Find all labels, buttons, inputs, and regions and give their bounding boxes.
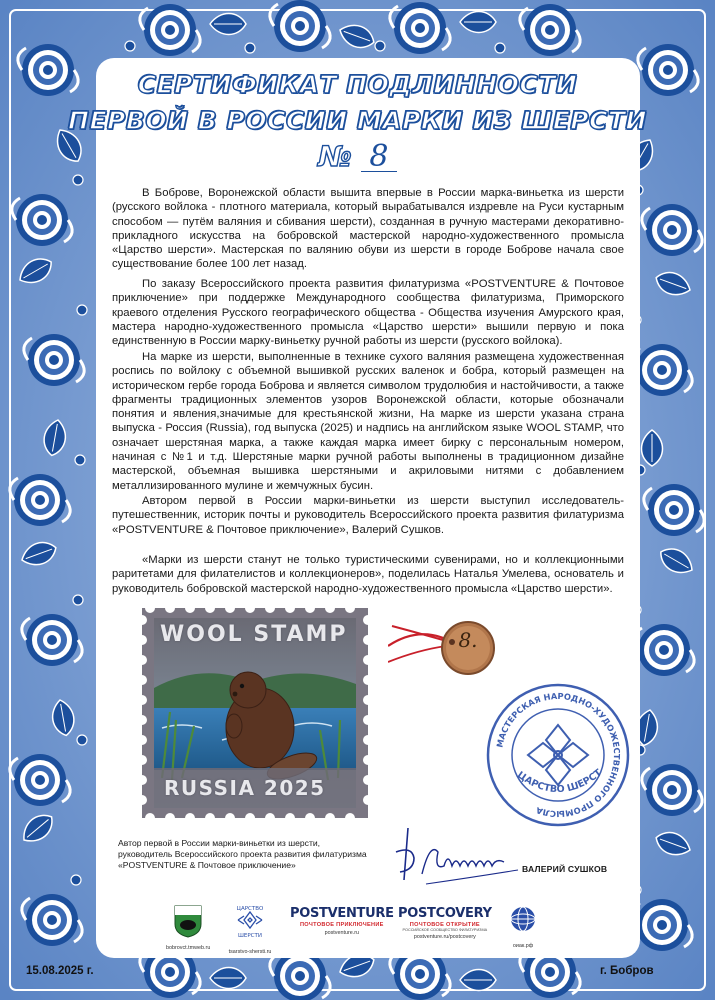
- wool-stamp-image: [142, 608, 368, 818]
- seal-center-text: ЦАРСТВО ШЕРСТ: [515, 767, 604, 796]
- logo-url: bobrovct.tmweb.ru: [166, 945, 211, 951]
- logo-url: postventure.ru/postcovery: [413, 934, 476, 940]
- paragraph-author: Автором первой в России марки-виньетки из шерсти выступил исследователь-путешественник, историк почты и руководитель Всероссийского проекта развития филатуризма «POSTVENTURE & Почтовое приключение», Валерий Сушков.: [112, 495, 624, 536]
- svg-text:ШЕРСТИ: ШЕРСТИ: [238, 933, 262, 939]
- postcovery-tagline: РОССИЙСКОЕ СООБЩЕСТВО ФИЛАТУРИЗМА: [402, 928, 488, 932]
- certificate-number-value: 8: [361, 143, 397, 172]
- certificate-title-line-1: СЕРТИФИКАТ ПОДЛИННОСТИ: [137, 70, 578, 99]
- certificate-title-line-2: ПЕРВОЙ В РОССИИ МАРКИ ИЗ ШЕРСТИ: [68, 106, 647, 135]
- handwritten-signature: [378, 822, 528, 892]
- logo-url: оиак.рф: [512, 943, 534, 949]
- paragraph-history: В Боброве, Воронежской области вышита впервые в России марка-виньетка из шерсти (русского войлока - плотного материала, который вырабатывался издревле на Руси кустарным способом — путём валяния и сбивания шерсти), созданная в ручную мастерами декоративно-прикладного искусства на бобровской мастерской народно-художественного промысла «Царство шерсти». Мастерская по валянию обуви из шерсти в городе Боброве начала свое существование более 100 лет назад.: [112, 187, 624, 271]
- coat-of-arms-icon: [173, 904, 203, 938]
- postventure-wordmark: POSTVENTURE: [290, 906, 394, 921]
- logo-url: tsarstvo-shersti.ru: [228, 949, 272, 955]
- author-caption-line-1: Автор первой в России марки-виньетки из шерсти,: [118, 838, 321, 848]
- postventure-subtitle: ПОЧТОВОЕ ПРИКЛЮЧЕНИЕ: [299, 922, 384, 928]
- paragraph-description: На марке из шерсти, выполненные в технике сухого валяния размещена художественная роспись по войлоку с объемной вышивкой русских валенок и бобра, который размещен на историческом гербе города Боброва и является символом трудолюбия и настойчивости, а также фрагменты традиционных элементов узоров Воронежской области, которые обозначали понятия и явления,значимые для крестьянской жизни, На марке из шерсти указана страна выпуска - Россия (Russia), год выпуска (2025) и надпись на английском языке WOOL STAMP, что означает шерстяная марка, а также каждая марка имеет бирку с персональным номером, начиная с №1 и т.д. Шерстяные марки ручной работы выполнены в традиционном дизайне мастерской, объемная вышивка шерстяными и акриловыми нитями с добавлением металлизированного мулине и жемчужных бусин.: [112, 351, 624, 492]
- issue-city: г. Бобров: [600, 965, 654, 977]
- number-sign: №: [318, 140, 352, 173]
- author-caption: [118, 838, 378, 872]
- issue-date: 15.08.2025 г.: [26, 965, 94, 977]
- paragraph-quote: «Марки из шерсти станут не только туристическими сувенирами, но и коллекционными раритетами для филателистов и коллекционеров», поделилась Наталья Умелева, основатель и руководитель бобровской мастерской народно-художественного промысла «Царство шерсти».: [112, 554, 624, 595]
- postcovery-wordmark: POSTCOVERY: [398, 906, 492, 921]
- bobrov-coat-of-arms-logo: [166, 904, 210, 951]
- globe-icon: [508, 904, 538, 936]
- postcovery-logo: [398, 904, 492, 940]
- svg-text:ЦАРСТВО: ЦАРСТВО: [236, 906, 264, 912]
- tag-number: 8.: [458, 628, 478, 652]
- author-caption-line-2: руководитель Всероссийского проекта развития филатуризма: [118, 849, 367, 860]
- stamp-bottom-text: RUSSIA 2025: [164, 776, 326, 800]
- tsarstvo-shersti-logo: [228, 904, 272, 955]
- seal-ring-text: МАСТЕРСКАЯ НАРОДНО-ХУДОЖЕСТВЕННОГО ПРОМЫСЛА: [494, 690, 623, 820]
- workshop-seal-stamp: [478, 680, 638, 830]
- certificate-number: [0, 140, 715, 173]
- postcovery-subtitle: ПОЧТОВОЕ ОТКРЫТИЕ: [409, 922, 480, 928]
- tsarstvo-emblem-icon: [228, 904, 272, 942]
- author-caption-line-3: «POSTVENTURE & Почтовое приключение»: [118, 860, 296, 871]
- postventure-logo: [290, 904, 394, 936]
- stamp-top-text: WOOL STAMP: [160, 622, 348, 647]
- logo-url: postventure.ru: [324, 930, 360, 936]
- paragraph-commission: По заказу Всероссийского проекта развития филатуризма «POSTVENTURE & Почтовое приключение» при поддержке Международного сообщества филатуризма, Приморского краевого отделения Русского географического общества - Общества изучения Амурского края, мастера народно-художественного промысла «Царство шерсти» вышили первую и пока единственную в России марку-виньетку ручной работы из шерсти (русского войлока).: [112, 278, 624, 348]
- signer-name: ВАЛЕРИЙ СУШКОВ: [522, 864, 608, 874]
- oiak-logo: [508, 904, 538, 949]
- stamp-number-tag: [388, 606, 498, 688]
